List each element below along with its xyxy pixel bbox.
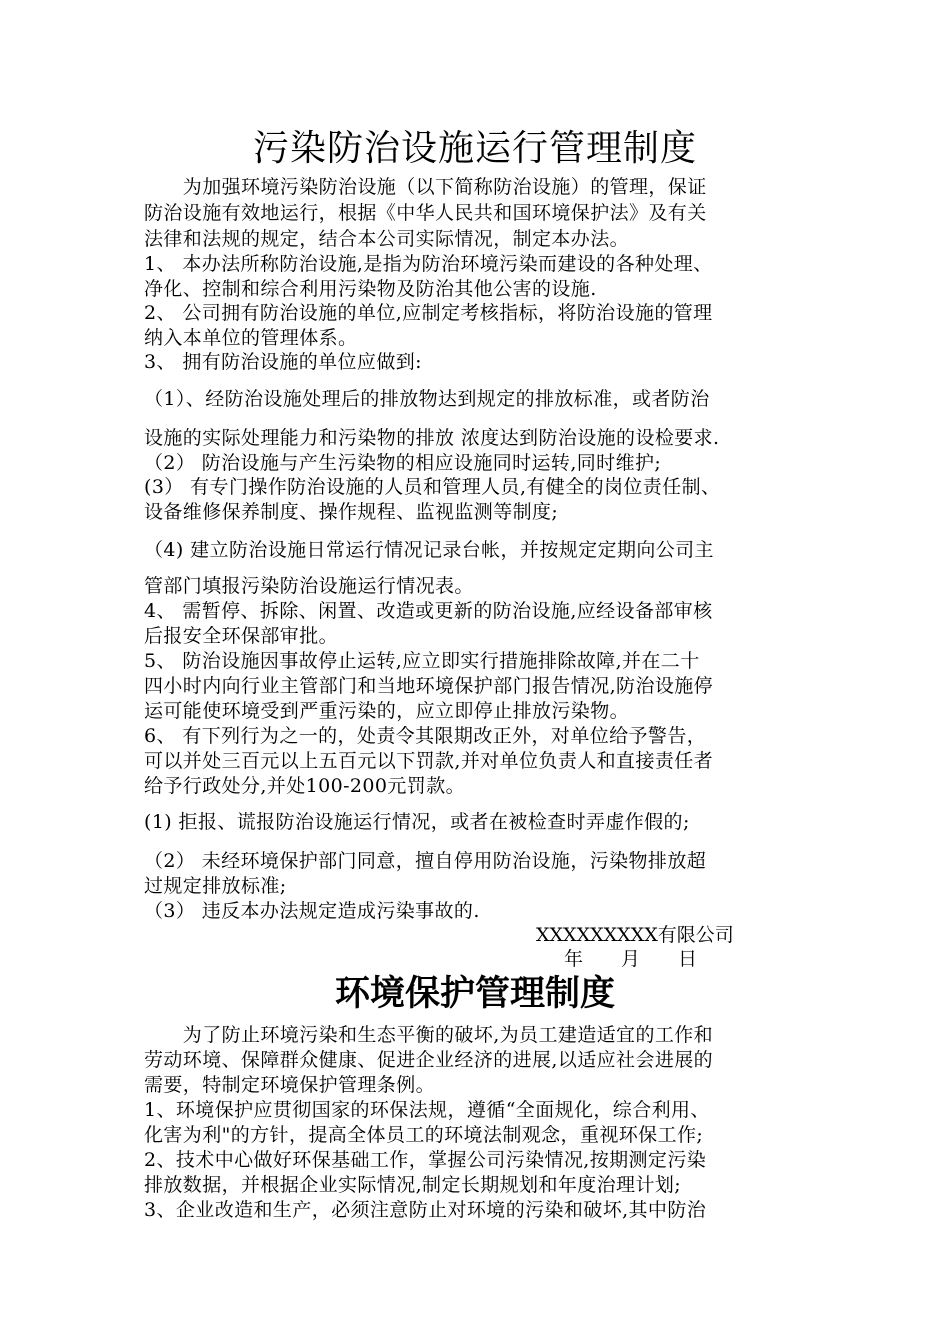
doc1-line: 管部门填报污染防治设施运行情况表。 xyxy=(144,575,474,597)
doc1-line: （1）、经防治设施处理后的排放物达到规定的排放标准，或者防治 xyxy=(144,388,710,410)
doc1-line: 四小时内向行业主管部门和当地环境保护部门报告情况,防治设施停 xyxy=(144,675,714,697)
doc2-line: 劳动环境、保障群众健康、促进企业经济的进展,以适应社会进展的 xyxy=(144,1049,714,1071)
doc2-line: 需要，特制定环境保护管理条例。 xyxy=(144,1074,436,1096)
doc1-line: 设备维修保养制度、操作规程、监视监测等制度; xyxy=(144,501,559,523)
doc1-line: 纳入本单位的管理体系。 xyxy=(144,327,358,349)
doc2-line: 1、环境保护应贯彻国家的环保法规，遵循“全面规化，综合利用、 xyxy=(144,1099,710,1121)
doc2-line: 化害为利"的方针，提高全体员工的环境法制观念，重视环保工作; xyxy=(144,1124,704,1146)
doc2-line: 为了防止环境污染和生态平衡的破坏,为员工建造适宜的工作和 xyxy=(144,1024,714,1046)
date-line: 年 月 日 xyxy=(564,948,698,970)
doc1-line: 净化、控制和综合利用污染物及防治其他公害的设施. xyxy=(144,278,597,300)
doc1-line: 法律和法规的规定，结合本公司实际情况，制定本办法。 xyxy=(144,228,630,250)
doc1-line: （4) 建立防治设施日常运行情况记录台帐，并按规定定期向公司主 xyxy=(144,539,714,561)
doc1-line: （3） 违反本办法规定造成污染事故的. xyxy=(144,900,480,922)
doc1-line: 2、 公司拥有防治设施的单位,应制定考核指标，将防治设施的管理 xyxy=(144,302,713,324)
doc1-line: 防治设施有效地运行，根据《中华人民共和国环境保护法》及有关 xyxy=(144,202,707,224)
doc1-line: （2） 未经环境保护部门同意，擅自停用防治设施，污染物排放超 xyxy=(144,850,707,872)
doc2-line: 排放数据，并根据企业实际情况,制定长期规划和年度治理计划; xyxy=(144,1174,682,1196)
doc1-line: 3、 拥有防治设施的单位应做到: xyxy=(144,351,422,373)
doc1-line: 给予行政处分,并处100-200元罚款。 xyxy=(144,775,465,797)
doc1-line: 4、 需暂停、拆除、闲置、改造或更新的防治设施,应经设备部审核 xyxy=(144,600,713,622)
doc1-line: 5、 防治设施因事故停止运转,应立即实行措施排除故障,并在二十 xyxy=(144,650,700,672)
doc2-title: 环境保护管理制度 xyxy=(334,974,615,1014)
doc1-line: 为加强环境污染防治设施（以下简称防治设施）的管理，保证 xyxy=(144,176,707,198)
doc1-line: 过规定排放标准; xyxy=(144,875,287,897)
doc1-title: 污染防治设施运行管理制度 xyxy=(252,128,697,169)
doc1-line: (1) 拒报、谎报防治设施运行情况，或者在被检查时弄虚作假的; xyxy=(144,811,690,833)
doc1-line: 可以并处三百元以上五百元以下罚款,并对单位负责人和直接责任者 xyxy=(144,750,714,772)
doc1-line: 设施的实际处理能力和污染物的排放 浓度达到防治设施的设检要求. xyxy=(144,427,720,449)
doc2-line: 3、企业改造和生产，必须注意防止对环境的污染和破坏,其中防治 xyxy=(144,1199,707,1221)
company-signature: XXXXXXXXX有限公司 xyxy=(536,924,734,946)
doc1-line: (3） 有专门操作防治设施的人员和管理人员,有健全的岗位责任制、 xyxy=(144,476,721,498)
doc1-line: 1、 本办法所称防治设施,是指为防治环境污染而建设的各种处理、 xyxy=(144,253,713,275)
doc1-line: 6、 有下列行为之一的，处责令其限期改正外，对单位给予警告， xyxy=(144,725,707,747)
doc2-line: 2、技术中心做好环保基础工作，掌握公司污染情况,按期测定污染 xyxy=(144,1149,707,1171)
doc1-line: （2） 防治设施与产生污染物的相应设施同时运转,同时维护; xyxy=(144,452,662,474)
doc1-line: 后报安全环保部审批。 xyxy=(144,625,339,647)
doc1-line: 运可能使环境受到严重污染的，应立即停止排放污染物。 xyxy=(144,700,630,722)
